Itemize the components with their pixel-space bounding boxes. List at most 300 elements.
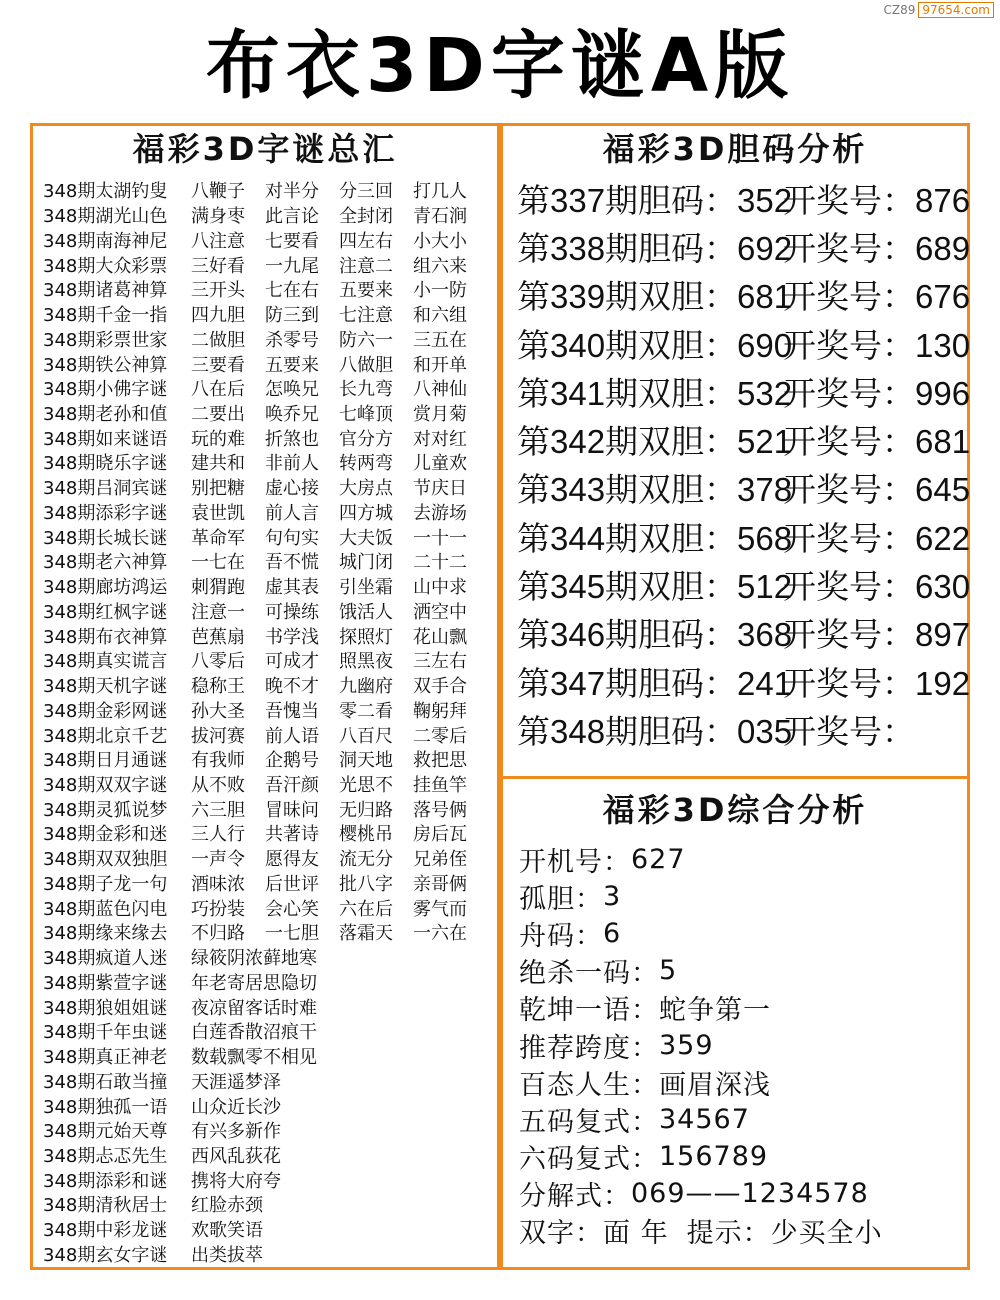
- watermark-left: CZ89: [883, 3, 916, 17]
- riddle-clue: 怎唤兄: [265, 379, 319, 401]
- riddle-row: [43, 1217, 498, 1242]
- summary-label: 乾坤一语：: [519, 995, 659, 1027]
- riddle-source: 348期吕洞宾谜: [43, 478, 168, 500]
- riddle-clue: 亲哥俩: [413, 873, 467, 895]
- riddle-list: [43, 178, 498, 1266]
- riddle-clue: 吾不慌: [265, 552, 319, 574]
- riddle-source: 348期诸葛神算: [43, 280, 168, 302]
- riddle-clue: 四九胆: [191, 305, 245, 327]
- riddle-clue: 一声令: [191, 849, 245, 871]
- riddle-source: 348期老六神算: [43, 552, 168, 574]
- riddle-clue: 有兴多新作: [191, 1121, 281, 1143]
- riddle-clue: 挂鱼竿: [413, 775, 467, 796]
- draw-row: [517, 560, 971, 608]
- riddle-source: 348期老孙和值: [43, 403, 168, 425]
- riddle-source: 348期中彩龙谜: [43, 1220, 168, 1242]
- riddle-row: [43, 376, 498, 401]
- riddle-row: [43, 623, 498, 648]
- summary-label: 五码复式：: [519, 1106, 659, 1138]
- riddle-clue: 冒昧问: [265, 799, 319, 821]
- riddle-row: [43, 178, 498, 203]
- riddle-clue: 唤乔兄: [265, 403, 319, 425]
- riddle-source: 348期紫萱字谜: [43, 972, 168, 994]
- summary-row: [519, 841, 964, 878]
- riddle-row: [43, 574, 498, 599]
- riddle-clue: 不归路: [191, 923, 245, 945]
- riddle-clue: 袁世凯: [191, 502, 245, 524]
- riddle-source: 348期千金一指: [43, 305, 168, 327]
- draw-row: [517, 609, 971, 657]
- riddle-clue: 三要看: [191, 354, 245, 376]
- riddle-clue: 一十一: [413, 527, 467, 549]
- summary-row: [519, 1064, 964, 1101]
- riddle-row: [43, 500, 498, 525]
- riddle-clue: 八零后: [191, 651, 245, 673]
- draw-issue-code: 第346期胆码：368: [517, 616, 793, 654]
- riddle-clue: 愿得友: [265, 849, 319, 871]
- riddle-row: [43, 598, 498, 623]
- draw-row: [517, 174, 971, 222]
- summary-row: [519, 878, 964, 915]
- riddle-clue: 绿筱阴浓藓地寒: [191, 948, 317, 970]
- riddle-clue: 八百尺: [339, 725, 393, 747]
- draw-issue-code: 第339期双胆：681: [517, 278, 793, 316]
- riddle-clue: 批八字: [339, 873, 393, 895]
- draw-panel-title: 福彩3D胆码分析: [602, 130, 868, 168]
- riddle-clue: 一七胆: [265, 923, 319, 945]
- riddle-clue: 西风乱荻花: [191, 1146, 281, 1168]
- riddle-clue: 八做胆: [339, 354, 393, 376]
- riddle-clue: 三开头: [191, 280, 245, 302]
- riddle-clue: 虚心接: [265, 478, 319, 500]
- riddle-source: 348期南海神尼: [43, 230, 168, 252]
- riddle-clue: 大房点: [339, 478, 393, 500]
- riddle-source: 348期千年虫谜: [43, 1022, 168, 1044]
- riddle-clue: 晚不才: [265, 676, 319, 698]
- summary-label: 双字：: [519, 1217, 603, 1249]
- riddle-row: [43, 450, 498, 475]
- riddle-source: 348期北京千艺: [43, 725, 168, 747]
- riddle-source: 348期灵狐说梦: [43, 799, 168, 821]
- summary-list: [519, 841, 964, 1249]
- riddle-clue: 洞天地: [339, 750, 393, 772]
- watermark: [884, 3, 995, 17]
- riddle-source: 348期金彩网谜: [43, 700, 168, 722]
- riddle-row: [43, 277, 498, 302]
- riddle-clue: 三左右: [413, 651, 467, 673]
- summary-label: 开机号：: [519, 847, 631, 879]
- riddle-row: [43, 673, 498, 698]
- draw-row: [517, 222, 971, 270]
- riddle-clue: 五要来: [339, 280, 393, 302]
- riddle-clue: 流无分: [339, 849, 393, 871]
- riddle-clue: 吾汗颜: [265, 775, 319, 796]
- riddle-clue: 孙大圣: [191, 700, 245, 722]
- riddle-source: 348期小佛字谜: [43, 379, 168, 401]
- riddle-clue: 防六一: [339, 329, 393, 351]
- riddle-clue: 城门闭: [339, 552, 393, 574]
- riddle-clue: 七注意: [339, 305, 393, 327]
- draw-result: 开奖号：: [783, 712, 915, 750]
- riddle-clue: 六在后: [339, 898, 393, 920]
- riddle-source: 348期缘来缘去: [43, 923, 168, 945]
- riddle-clue: 三人行: [191, 824, 245, 846]
- summary-row: [519, 1212, 964, 1249]
- draw-issue-code: 第348期胆码：035: [517, 712, 793, 750]
- riddle-row: [43, 401, 498, 426]
- riddle-clue: 七要看: [265, 230, 319, 252]
- riddle-clue: 儿童欢: [413, 453, 467, 475]
- riddle-clue: 注意一: [191, 601, 245, 623]
- riddle-source: 348期添彩和谜: [43, 1170, 168, 1192]
- riddle-clue: 满身枣: [191, 206, 245, 228]
- summary-panel-title: 福彩3D综合分析: [602, 791, 868, 829]
- riddle-clue: 防三到: [265, 305, 319, 327]
- draw-issue-code: 第345期双胆：512: [517, 568, 793, 606]
- draw-row: [517, 271, 971, 319]
- summary-value: 6: [603, 918, 622, 950]
- riddle-row: [43, 871, 498, 896]
- draw-row: [517, 705, 962, 753]
- riddle-source: 348期元始天尊: [43, 1121, 168, 1143]
- riddle-clue: 携将大府夸: [191, 1170, 281, 1192]
- draw-row: [517, 512, 971, 560]
- riddle-clue: 和六组: [413, 305, 467, 327]
- riddle-clue: 三好看: [191, 255, 245, 277]
- riddle-row: [43, 326, 498, 351]
- summary-value: 359: [659, 1029, 714, 1061]
- riddle-source: 348期双双独胆: [43, 849, 168, 871]
- draw-result: 开奖号：876: [783, 181, 971, 219]
- riddle-source: 348期彩票世家: [43, 329, 168, 351]
- riddle-clue: 建共和: [191, 453, 245, 475]
- riddle-source: 348期添彩字谜: [43, 502, 168, 524]
- draw-issue-code: 第338期胆码：692: [517, 229, 793, 267]
- riddle-row: [43, 1019, 498, 1044]
- draw-result: 开奖号：897: [783, 616, 971, 654]
- riddle-clue: 七峰顶: [339, 403, 393, 425]
- riddle-source: 348期长城长谜: [43, 527, 168, 549]
- riddle-clue: 注意二: [339, 255, 393, 277]
- riddle-panel-title: 福彩3D字谜总汇: [132, 130, 398, 168]
- summary-label: 孤胆：: [519, 884, 603, 916]
- draw-result: 开奖号：996: [783, 374, 971, 412]
- riddle-clue: 有我师: [191, 750, 245, 772]
- riddle-clue: 夜凉留客话时难: [191, 997, 317, 1019]
- riddle-clue: 八神仙: [413, 379, 467, 401]
- draw-issue-code: 第342期双胆：521: [517, 423, 793, 461]
- riddle-clue: 句句实: [265, 527, 319, 549]
- riddle-row: [43, 549, 498, 574]
- riddle-clue: 对半分: [265, 181, 319, 203]
- riddle-row: [43, 920, 498, 945]
- riddle-source: 348期疯道人迷: [43, 948, 168, 970]
- riddle-source: 348期日月通谜: [43, 750, 168, 772]
- riddle-clue: 长九弯: [339, 379, 393, 401]
- riddle-clue: 一九尾: [265, 255, 319, 277]
- summary-value: 627: [631, 844, 686, 876]
- riddle-clue: 欢歌笑语: [191, 1220, 263, 1242]
- riddle-clue: 引坐霜: [339, 577, 393, 599]
- summary-row: [519, 915, 964, 952]
- riddle-row: [43, 1143, 498, 1168]
- summary-row: [519, 1026, 964, 1063]
- summary-row: [519, 1175, 964, 1212]
- riddle-row: [43, 252, 498, 277]
- riddle-clue: 会心笑: [265, 898, 319, 920]
- summary-value: 34567: [659, 1103, 750, 1135]
- riddle-clue: 转两弯: [339, 453, 393, 475]
- riddle-clue: 六三胆: [191, 799, 245, 821]
- summary-label: 分解式：: [519, 1180, 631, 1212]
- riddle-clue: 二十二: [413, 552, 467, 574]
- riddle-clue: 红脸赤颈: [191, 1195, 263, 1217]
- riddle-clue: 酒味浓: [191, 873, 245, 895]
- riddle-row: [43, 1242, 498, 1267]
- riddle-clue: 杀零号: [265, 329, 319, 351]
- riddle-clue: 五要来: [265, 354, 319, 376]
- riddle-clue: 八注意: [191, 230, 245, 252]
- draw-result: 开奖号：130: [783, 326, 971, 364]
- riddle-clue: 山众近长沙: [191, 1096, 281, 1118]
- summary-label: 推荐跨度：: [519, 1032, 659, 1064]
- riddle-clue: 稳称王: [191, 676, 245, 698]
- riddle-source: 348期真正神老: [43, 1047, 168, 1069]
- riddle-row: [43, 1068, 498, 1093]
- riddle-clue: 共著诗: [265, 824, 319, 846]
- draw-issue-code: 第337期胆码：352: [517, 181, 793, 219]
- summary-label: 绝杀一码：: [519, 958, 659, 990]
- riddle-source: 348期忐忑先生: [43, 1146, 168, 1168]
- summary-panel: [500, 776, 970, 1270]
- draw-result: 开奖号：192: [783, 664, 971, 702]
- draw-issue-code: 第347期胆码：241: [517, 664, 793, 702]
- riddle-clue: 此言论: [265, 206, 319, 228]
- riddle-row: [43, 895, 498, 920]
- riddle-clue: 八鞭子: [191, 181, 245, 203]
- riddle-source: 348期如来谜语: [43, 428, 168, 450]
- summary-value: 面 年: [603, 1217, 669, 1249]
- riddle-row: [43, 697, 498, 722]
- riddle-clue: 小一防: [413, 280, 467, 302]
- draw-list: [517, 174, 971, 754]
- riddle-clue: 房后瓦: [413, 824, 467, 846]
- riddle-row: [43, 994, 498, 1019]
- draw-issue-code: 第344期双胆：568: [517, 519, 793, 557]
- riddle-row: [43, 1118, 498, 1143]
- riddle-clue: 后世评: [265, 873, 319, 895]
- riddle-clue: 刺猬跑: [191, 577, 245, 599]
- draw-panel: [500, 123, 970, 779]
- riddle-source: 348期蓝色闪电: [43, 898, 168, 920]
- riddle-clue: 前人言: [265, 502, 319, 524]
- riddle-row: [43, 722, 498, 747]
- riddle-clue: 从不败: [191, 775, 245, 796]
- summary-value: 画眉深浅: [659, 1069, 771, 1101]
- riddle-row: [43, 1093, 498, 1118]
- riddle-row: [43, 648, 498, 673]
- riddle-clue: 救把思: [413, 750, 467, 772]
- riddle-clue: 赏月菊: [413, 403, 467, 425]
- draw-result: 开奖号：681: [783, 423, 971, 461]
- summary-row: [519, 1101, 964, 1138]
- summary-hint-value: 少买全小: [770, 1217, 883, 1249]
- riddle-source: 348期狼姐姐谜: [43, 997, 168, 1019]
- riddle-clue: 落号俩: [413, 799, 467, 821]
- summary-value: 蛇争第一: [659, 995, 771, 1027]
- riddle-source: 348期双双字谜: [43, 775, 168, 796]
- riddle-clue: 前人语: [265, 725, 319, 747]
- riddle-source: 348期廊坊鸿运: [43, 577, 168, 599]
- riddle-clue: 大夫饭: [339, 527, 393, 549]
- riddle-clue: 落霜天: [339, 923, 393, 945]
- riddle-clue: 数载飘零不相见: [191, 1047, 317, 1069]
- riddle-row: [43, 475, 498, 500]
- riddle-clue: 四方城: [339, 502, 393, 524]
- riddle-row: [43, 772, 498, 797]
- riddle-source: 348期石敢当撞: [43, 1071, 168, 1093]
- summary-value: 3: [603, 881, 622, 913]
- riddle-row: [43, 846, 498, 871]
- riddle-clue: 饿活人: [339, 601, 393, 623]
- summary-row: [519, 989, 964, 1026]
- riddle-source: 348期布衣神算: [43, 626, 168, 648]
- riddle-source: 348期红枫字谜: [43, 601, 168, 623]
- riddle-clue: 双手合: [413, 676, 467, 698]
- riddle-clue: 革命军: [191, 527, 245, 549]
- draw-issue-code: 第341期双胆：532: [517, 374, 793, 412]
- riddle-clue: 洒空中: [413, 601, 467, 623]
- riddle-clue: 八在后: [191, 379, 245, 401]
- riddle-clue: 书学浅: [265, 626, 319, 648]
- riddle-clue: 光思不: [339, 775, 393, 796]
- riddle-source: 348期真实谎言: [43, 651, 168, 673]
- draw-result: 开奖号：645: [783, 471, 971, 509]
- riddle-row: [43, 1167, 498, 1192]
- riddle-clue: 和开单: [413, 354, 467, 376]
- riddle-clue: 玩的难: [191, 428, 245, 450]
- riddle-clue: 吾愧当: [265, 700, 319, 722]
- riddle-clue: 折煞也: [265, 428, 319, 450]
- riddle-source: 348期独孤一语: [43, 1096, 168, 1118]
- riddle-clue: 对对红: [413, 428, 467, 450]
- riddle-row: [43, 302, 498, 327]
- riddle-row: [43, 1192, 498, 1217]
- riddle-clue: 照黑夜: [339, 651, 393, 673]
- riddle-clue: 小大小: [413, 230, 467, 252]
- riddle-clue: 巧扮装: [191, 898, 245, 920]
- riddle-clue: 全封闭: [339, 206, 393, 228]
- riddle-source: 348期铁公神算: [43, 354, 168, 376]
- riddle-row: [43, 425, 498, 450]
- riddle-clue: 年老寄居思隐切: [191, 972, 317, 994]
- riddle-clue: 非前人: [265, 453, 319, 475]
- riddle-clue: 白莲香散沼痕干: [191, 1022, 317, 1044]
- page-title: 布衣3D字谜A版: [205, 23, 795, 109]
- riddle-panel: [30, 123, 500, 1270]
- riddle-source: 348期子龙一句: [43, 873, 168, 895]
- draw-row: [517, 415, 971, 463]
- riddle-clue: 二要出: [191, 403, 245, 425]
- riddle-clue: 别把糖: [191, 478, 245, 500]
- riddle-clue: 鞠躬拜: [413, 700, 467, 722]
- draw-row: [517, 464, 971, 512]
- riddle-row: [43, 524, 498, 549]
- riddle-source: 348期晓乐字谜: [43, 453, 168, 475]
- riddle-source: 348期大众彩票: [43, 255, 168, 277]
- summary-value: 069——1234578: [631, 1177, 869, 1209]
- draw-result: 开奖号：630: [783, 568, 971, 606]
- draw-result: 开奖号：676: [783, 278, 971, 316]
- draw-issue-code: 第343期双胆：378: [517, 471, 793, 509]
- riddle-clue: 二做胆: [191, 329, 245, 351]
- riddle-row: [43, 796, 498, 821]
- riddle-row: [43, 203, 498, 228]
- summary-label: 舟码：: [519, 921, 603, 953]
- watermark-domain: 97654.com: [918, 2, 994, 18]
- riddle-source: 348期清秋居士: [43, 1195, 168, 1217]
- draw-row: [517, 657, 971, 705]
- riddle-clue: 山中求: [413, 577, 467, 599]
- riddle-clue: 企鹅号: [265, 750, 319, 772]
- riddle-clue: 官分方: [339, 428, 393, 450]
- riddle-clue: 七在右: [265, 280, 319, 302]
- riddle-clue: 一七在: [191, 552, 245, 574]
- riddle-clue: 无归路: [339, 799, 393, 821]
- riddle-clue: 打几人: [413, 181, 467, 203]
- riddle-clue: 可成才: [265, 651, 319, 673]
- riddle-clue: 拔河赛: [191, 725, 245, 747]
- riddle-row: [43, 351, 498, 376]
- riddle-source: 348期湖光山色: [43, 206, 168, 228]
- riddle-clue: 二零后: [413, 725, 467, 747]
- summary-value: 156789: [659, 1140, 769, 1172]
- riddle-clue: 九幽府: [339, 676, 393, 698]
- summary-hint-label: 提示：: [686, 1217, 771, 1249]
- riddle-clue: 兄弟侄: [413, 849, 467, 871]
- draw-row: [517, 367, 971, 415]
- riddle-clue: 樱桃吊: [339, 824, 393, 846]
- riddle-clue: 三五在: [413, 329, 467, 351]
- riddle-row: [43, 821, 498, 846]
- draw-row: [517, 319, 971, 367]
- draw-result: 开奖号：622: [783, 519, 971, 557]
- riddle-clue: 组六来: [413, 255, 467, 277]
- riddle-clue: 去游场: [413, 502, 467, 524]
- riddle-clue: 一六在: [413, 923, 467, 945]
- summary-row: [519, 952, 964, 989]
- riddle-source: 348期金彩和迷: [43, 824, 168, 846]
- riddle-clue: 零二看: [339, 700, 393, 722]
- riddle-clue: 青石涧: [413, 206, 467, 228]
- riddle-clue: 四左右: [339, 230, 393, 252]
- riddle-clue: 节庆日: [413, 478, 467, 500]
- draw-result: 开奖号：689: [783, 229, 971, 267]
- riddle-clue: 探照灯: [339, 626, 393, 648]
- summary-label: 百态人生：: [519, 1069, 659, 1101]
- riddle-source: 348期玄女字谜: [43, 1244, 168, 1266]
- riddle-row: [43, 227, 498, 252]
- summary-value: 5: [659, 955, 678, 987]
- draw-issue-code: 第340期双胆：690: [517, 326, 793, 364]
- riddle-source: 348期天机字谜: [43, 676, 168, 698]
- riddle-clue: 虚其表: [265, 577, 319, 599]
- summary-label: 六码复式：: [519, 1143, 659, 1175]
- riddle-clue: 可操练: [265, 601, 319, 623]
- riddle-row: [43, 945, 498, 970]
- riddle-clue: 分三回: [339, 181, 393, 203]
- riddle-row: [43, 1044, 498, 1069]
